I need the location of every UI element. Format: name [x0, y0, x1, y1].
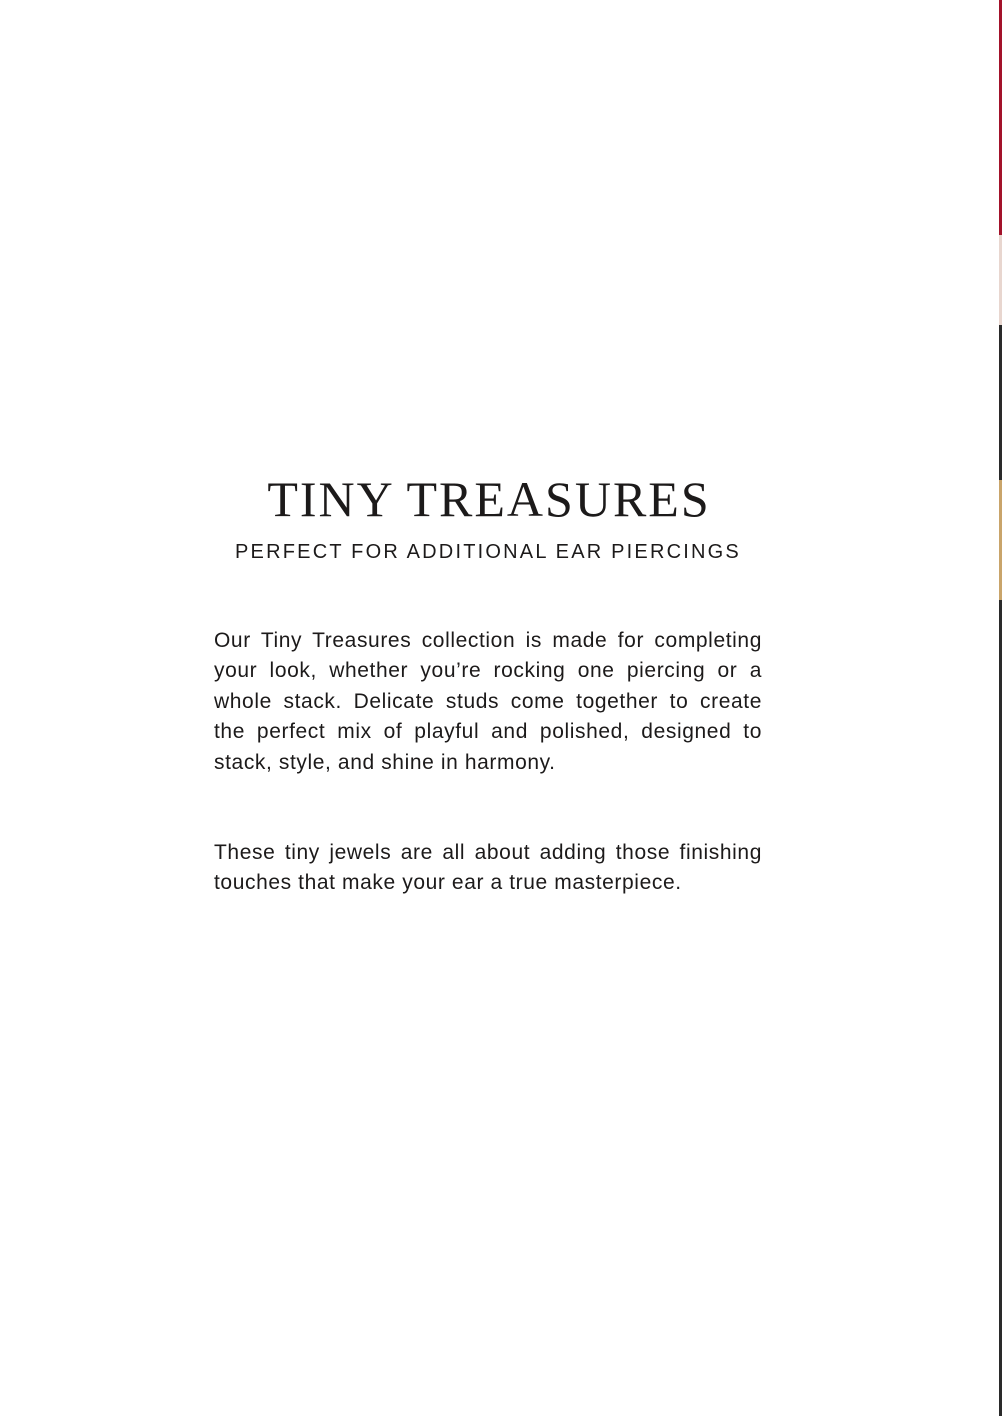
page-title: TINY TREASURES: [267, 471, 711, 527]
body-paragraph-2: These tiny jewels are all about adding those finishing touches that make your ear a true masterpiece.: [214, 841, 762, 895]
body-paragraph-1: Our Tiny Treasures collection is made for completing your look, whether you’re rocking one piercing or a whole stack. Delicate studs come together to create the perfect mix of playful and polished, designed to stack, style, and shine in harmony.: [214, 629, 762, 774]
page-subtitle: PERFECT FOR ADDITIONAL EAR PIERCINGS: [235, 541, 741, 563]
